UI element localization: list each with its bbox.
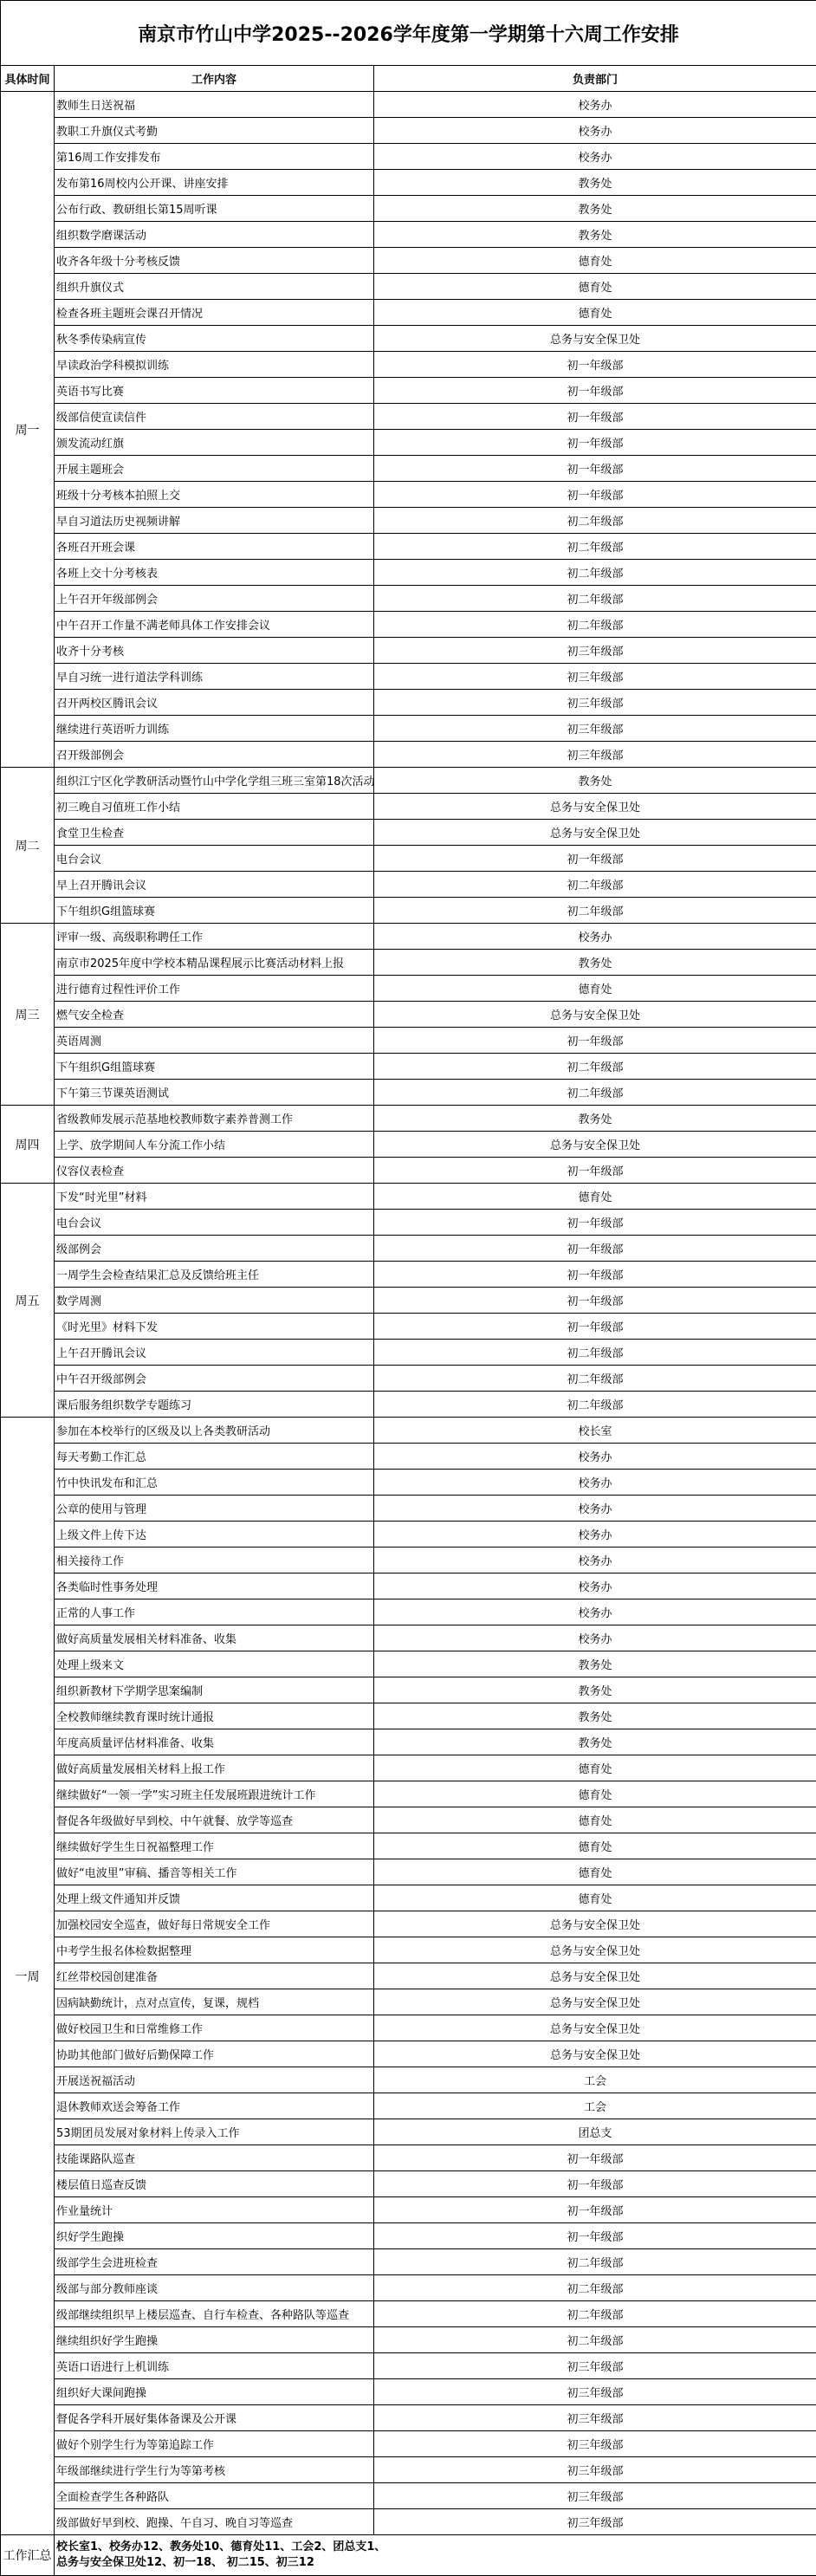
dept-cell: 工会 xyxy=(374,2067,816,2093)
task-cell: 竹中快讯发布和汇总 xyxy=(55,1470,374,1496)
task-cell: 协助其他部门做好后勤保障工作 xyxy=(55,2041,374,2067)
dept-cell: 初一年级部 xyxy=(374,482,816,508)
summary-line-2: 总务与安全保卫处12、初一18、 初二15、初三12 xyxy=(56,2555,816,2571)
task-cell: 年级部继续进行学生行为等第考核 xyxy=(55,2457,374,2483)
task-cell: 英语周测 xyxy=(55,1028,374,1054)
dept-cell: 初二年级部 xyxy=(374,586,816,612)
table-row xyxy=(1,820,816,846)
table-row xyxy=(1,1340,816,1366)
day-cell: 周三 xyxy=(1,924,55,1106)
task-cell: 做好校园卫生和日常维修工作 xyxy=(55,2015,374,2041)
table-row xyxy=(1,274,816,300)
dept-cell: 德育处 xyxy=(374,248,816,274)
header-content: 工作内容 xyxy=(55,66,374,92)
table-row xyxy=(1,898,816,924)
dept-cell: 德育处 xyxy=(374,1807,816,1833)
task-cell: 燃气安全检查 xyxy=(55,1002,374,1028)
dept-cell: 校务办 xyxy=(374,118,816,144)
dept-cell: 初二年级部 xyxy=(374,1392,816,1418)
dept-cell: 教务处 xyxy=(374,1703,816,1729)
table-row xyxy=(1,456,816,482)
task-cell: 因病缺勤统计，点对点宣传，复课，规档 xyxy=(55,1989,374,2015)
dept-cell: 初一年级部 xyxy=(374,1262,816,1288)
table-row xyxy=(1,690,816,716)
dept-cell: 初二年级部 xyxy=(374,1080,816,1106)
task-cell: 每天考勤工作汇总 xyxy=(55,1444,374,1470)
dept-cell: 初三年级部 xyxy=(374,2405,816,2431)
task-cell: 中午召开工作量不满老师具体工作安排会议 xyxy=(55,612,374,638)
table-row xyxy=(1,2093,816,2119)
dept-cell: 总务与安全保卫处 xyxy=(374,2015,816,2041)
dept-cell: 教务处 xyxy=(374,1729,816,1755)
task-cell: 开展送祝福活动 xyxy=(55,2067,374,2093)
task-cell: 上午召开腾讯会议 xyxy=(55,1340,374,1366)
table-row xyxy=(1,586,816,612)
table-row xyxy=(1,2457,816,2483)
task-cell: 英语口语进行上机训练 xyxy=(55,2353,374,2379)
table-row xyxy=(1,664,816,690)
title-row xyxy=(1,1,816,66)
table-row xyxy=(1,170,816,196)
task-cell: 继续进行英语听力训练 xyxy=(55,716,374,742)
table-row xyxy=(1,612,816,638)
task-cell: 《时光里》材料下发 xyxy=(55,1314,374,1340)
task-cell: 一周学生会检查结果汇总及反馈给班主任 xyxy=(55,1262,374,1288)
table-row xyxy=(1,1625,816,1651)
dept-cell: 初三年级部 xyxy=(374,2457,816,2483)
table-row xyxy=(1,508,816,534)
task-cell: 级部信使宣读信件 xyxy=(55,404,374,430)
task-cell: 督促各年级做好早到校、中午就餐、放学等巡查 xyxy=(55,1807,374,1833)
task-cell: 初三晚自习值班工作小结 xyxy=(55,794,374,820)
dept-cell: 校务办 xyxy=(374,92,816,118)
dept-cell: 初一年级部 xyxy=(374,1314,816,1340)
table-row xyxy=(1,976,816,1002)
task-cell: 做好高质量发展相关材料准备、收集 xyxy=(55,1625,374,1651)
dept-cell: 初三年级部 xyxy=(374,716,816,742)
table-row xyxy=(1,1651,816,1677)
day-cell: 周五 xyxy=(1,1184,55,1418)
task-cell: 技能课路队巡查 xyxy=(55,2145,374,2171)
dept-cell: 工会 xyxy=(374,2093,816,2119)
task-cell: 级部与部分教师座谈 xyxy=(55,2275,374,2301)
task-cell: 电台会议 xyxy=(55,846,374,872)
dept-cell: 初二年级部 xyxy=(374,872,816,898)
dept-cell: 初一年级部 xyxy=(374,352,816,378)
table-row xyxy=(1,2041,816,2067)
dept-cell: 校务办 xyxy=(374,144,816,170)
task-cell: 级部例会 xyxy=(55,1236,374,1262)
table-row xyxy=(1,1002,816,1028)
task-cell: 各类临时性事务处理 xyxy=(55,1574,374,1599)
dept-cell: 总务与安全保卫处 xyxy=(374,1963,816,1989)
table-row xyxy=(1,1314,816,1340)
task-cell: 做好个别学生行为等第追踪工作 xyxy=(55,2431,374,2457)
dept-cell: 初二年级部 xyxy=(374,2249,816,2275)
dept-cell: 初二年级部 xyxy=(374,2301,816,2327)
table-row xyxy=(1,1418,816,1444)
dept-cell: 教务处 xyxy=(374,1651,816,1677)
dept-cell: 团总支 xyxy=(374,2119,816,2145)
header-dept: 负责部门 xyxy=(374,66,816,92)
task-cell: 退休教师欢送会筹备工作 xyxy=(55,2093,374,2119)
task-cell: 正常的人事工作 xyxy=(55,1599,374,1625)
task-cell: 各班召开班会课 xyxy=(55,534,374,560)
dept-cell: 教务处 xyxy=(374,196,816,222)
dept-cell: 教务处 xyxy=(374,222,816,248)
dept-cell: 初一年级部 xyxy=(374,378,816,404)
task-cell: 参加在本校举行的区级及以上各类教研活动 xyxy=(55,1418,374,1444)
table-row xyxy=(1,300,816,326)
table-row xyxy=(1,2145,816,2171)
task-cell: 评审一级、高级职称聘任工作 xyxy=(55,924,374,950)
dept-cell: 校务办 xyxy=(374,1574,816,1599)
dept-cell: 初一年级部 xyxy=(374,2171,816,2197)
table-row xyxy=(1,2223,816,2249)
day-cell: 周一 xyxy=(1,92,55,768)
table-row xyxy=(1,118,816,144)
task-cell: 下午第三节课英语测试 xyxy=(55,1080,374,1106)
task-cell: 继续组织好学生跑操 xyxy=(55,2327,374,2353)
table-row xyxy=(1,2119,816,2145)
task-cell: 下发“时光里”材料 xyxy=(55,1184,374,1210)
task-cell: 督促各学科开展好集体备课及公开课 xyxy=(55,2405,374,2431)
table-row xyxy=(1,1106,816,1132)
task-cell: 收齐各年级十分考核反馈 xyxy=(55,248,374,274)
task-cell: 下午组织G组篮球赛 xyxy=(55,898,374,924)
dept-cell: 德育处 xyxy=(374,976,816,1002)
table-row xyxy=(1,1158,816,1184)
dept-cell: 总务与安全保卫处 xyxy=(374,1132,816,1158)
dept-cell: 初三年级部 xyxy=(374,664,816,690)
day-cell: 周二 xyxy=(1,768,55,924)
dept-cell: 初一年级部 xyxy=(374,2145,816,2171)
task-cell: 全面检查学生各种路队 xyxy=(55,2483,374,2509)
dept-cell: 初二年级部 xyxy=(374,1340,816,1366)
day-cell: 周四 xyxy=(1,1106,55,1184)
table-row xyxy=(1,1781,816,1807)
table-row xyxy=(1,2483,816,2509)
table-row xyxy=(1,1028,816,1054)
dept-cell: 德育处 xyxy=(374,300,816,326)
task-cell: 组织数学磨课活动 xyxy=(55,222,374,248)
dept-cell: 德育处 xyxy=(374,274,816,300)
task-cell: 召开级部例会 xyxy=(55,742,374,768)
header-time: 具体时间 xyxy=(1,66,55,92)
dept-cell: 校务办 xyxy=(374,1548,816,1574)
task-cell: 相关接待工作 xyxy=(55,1548,374,1574)
dept-cell: 初三年级部 xyxy=(374,2509,816,2535)
summary-text xyxy=(55,2535,816,2576)
table-row xyxy=(1,1366,816,1392)
dept-cell: 初二年级部 xyxy=(374,612,816,638)
task-cell: 教师生日送祝福 xyxy=(55,92,374,118)
table-row xyxy=(1,482,816,508)
table-row xyxy=(1,950,816,976)
dept-cell: 校务办 xyxy=(374,1599,816,1625)
dept-cell: 初三年级部 xyxy=(374,2353,816,2379)
dept-cell: 德育处 xyxy=(374,1781,816,1807)
task-cell: 组织升旗仪式 xyxy=(55,274,374,300)
table-row xyxy=(1,1262,816,1288)
task-cell: 组织江宁区化学教研活动暨竹山中学化学组三班三室第18次活动 xyxy=(55,768,374,794)
dept-cell: 总务与安全保卫处 xyxy=(374,820,816,846)
task-cell: 第16周工作安排发布 xyxy=(55,144,374,170)
page-title: 南京市竹山中学2025--2026学年度第一学期第十六周工作安排 xyxy=(1,1,816,66)
table-row xyxy=(1,924,816,950)
dept-cell: 教务处 xyxy=(374,170,816,196)
table-row xyxy=(1,222,816,248)
table-row xyxy=(1,196,816,222)
table-row xyxy=(1,2015,816,2041)
table-row xyxy=(1,1236,816,1262)
table-row xyxy=(1,2405,816,2431)
dept-cell: 校务办 xyxy=(374,1444,816,1470)
task-cell: 检查各班主题班会课召开情况 xyxy=(55,300,374,326)
dept-cell: 总务与安全保卫处 xyxy=(374,794,816,820)
task-cell: 进行德育过程性评价工作 xyxy=(55,976,374,1002)
task-cell: 早读政治学科模拟训练 xyxy=(55,352,374,378)
dept-cell: 初二年级部 xyxy=(374,898,816,924)
table-row xyxy=(1,1677,816,1703)
table-row xyxy=(1,1599,816,1625)
task-cell: 收齐十分考核 xyxy=(55,638,374,664)
dept-cell: 初二年级部 xyxy=(374,2327,816,2353)
dept-cell: 德育处 xyxy=(374,1859,816,1885)
table-row xyxy=(1,2353,816,2379)
dept-cell: 初一年级部 xyxy=(374,2223,816,2249)
dept-cell: 德育处 xyxy=(374,1755,816,1781)
dept-cell: 初二年级部 xyxy=(374,508,816,534)
task-cell: 中考学生报名体检数据整理 xyxy=(55,1937,374,1963)
table-row xyxy=(1,1859,816,1885)
task-cell: 下午组织G组篮球赛 xyxy=(55,1054,374,1080)
dept-cell: 初一年级部 xyxy=(374,456,816,482)
table-row xyxy=(1,1210,816,1236)
table-row xyxy=(1,2067,816,2093)
dept-cell: 校长室 xyxy=(374,1418,816,1444)
task-cell: 食堂卫生检查 xyxy=(55,820,374,846)
table-row xyxy=(1,1288,816,1314)
task-cell: 级部做好早到校、跑操、午自习、晚自习等巡查 xyxy=(55,2509,374,2535)
task-cell: 处理上级来文 xyxy=(55,1651,374,1677)
dept-cell: 初一年级部 xyxy=(374,430,816,456)
dept-cell: 教务处 xyxy=(374,950,816,976)
dept-cell: 总务与安全保卫处 xyxy=(374,1989,816,2015)
summary-line-1: 校长室1、校务办12、教务处10、德育处11、工会2、团总支1、 xyxy=(56,2540,816,2555)
task-cell: 上学、放学期间人车分流工作小结 xyxy=(55,1132,374,1158)
dept-cell: 初一年级部 xyxy=(374,2197,816,2223)
header-row xyxy=(1,66,816,92)
task-cell: 级部学生会进班检查 xyxy=(55,2249,374,2275)
table-row xyxy=(1,2275,816,2301)
task-cell: 楼层值日巡查反馈 xyxy=(55,2171,374,2197)
dept-cell: 初二年级部 xyxy=(374,2275,816,2301)
dept-cell: 校务办 xyxy=(374,1625,816,1651)
task-cell: 省级教师发展示范基地校教师数字素养普测工作 xyxy=(55,1106,374,1132)
task-cell: 公布行政、教研组长第15周听课 xyxy=(55,196,374,222)
task-cell: 级部继续组织早上楼层巡查、自行车检查、各种路队等巡查 xyxy=(55,2301,374,2327)
table-row xyxy=(1,1574,816,1599)
dept-cell: 教务处 xyxy=(374,768,816,794)
table-row xyxy=(1,1703,816,1729)
task-cell: 全校教师继续教育课时统计通报 xyxy=(55,1703,374,1729)
table-row xyxy=(1,872,816,898)
table-row xyxy=(1,1470,816,1496)
task-cell: 秋冬季传染病宣传 xyxy=(55,326,374,352)
table-row xyxy=(1,248,816,274)
task-cell: 组织新教材下学期学思案编制 xyxy=(55,1677,374,1703)
task-cell: 处理上级文件通知并反馈 xyxy=(55,1885,374,1911)
table-row xyxy=(1,846,816,872)
dept-cell: 教务处 xyxy=(374,1677,816,1703)
dept-cell: 校务办 xyxy=(374,1496,816,1522)
task-cell: 继续做好学生生日祝福整理工作 xyxy=(55,1833,374,1859)
table-row xyxy=(1,1080,816,1106)
table-row xyxy=(1,1184,816,1210)
dept-cell: 初二年级部 xyxy=(374,1366,816,1392)
table-row xyxy=(1,1755,816,1781)
task-cell: 做好高质量发展相关材料上报工作 xyxy=(55,1755,374,1781)
table-row xyxy=(1,2327,816,2353)
dept-cell: 初二年级部 xyxy=(374,1054,816,1080)
task-cell: 公章的使用与管理 xyxy=(55,1496,374,1522)
task-cell: 做好“电波里”审稿、播音等相关工作 xyxy=(55,1859,374,1885)
task-cell: 作业量统计 xyxy=(55,2197,374,2223)
task-cell: 开展主题班会 xyxy=(55,456,374,482)
task-cell: 仪容仪表检查 xyxy=(55,1158,374,1184)
table-row xyxy=(1,352,816,378)
table-row xyxy=(1,1548,816,1574)
dept-cell: 初三年级部 xyxy=(374,2431,816,2457)
table-row xyxy=(1,326,816,352)
dept-cell: 初一年级部 xyxy=(374,846,816,872)
table-row xyxy=(1,378,816,404)
task-cell: 各班上交十分考核表 xyxy=(55,560,374,586)
dept-cell: 总务与安全保卫处 xyxy=(374,2041,816,2067)
table-row xyxy=(1,1054,816,1080)
summary-label: 工作汇总 xyxy=(1,2535,55,2576)
task-cell: 课后服务组织数学专题练习 xyxy=(55,1392,374,1418)
table-row xyxy=(1,1989,816,2015)
task-cell: 英语书写比赛 xyxy=(55,378,374,404)
task-cell: 早自习道法历史视频讲解 xyxy=(55,508,374,534)
table-row xyxy=(1,2301,816,2327)
task-cell: 红丝带校园创建准备 xyxy=(55,1963,374,1989)
dept-cell: 德育处 xyxy=(374,1184,816,1210)
task-cell: 教职工升旗仪式考勤 xyxy=(55,118,374,144)
table-row xyxy=(1,638,816,664)
table-row xyxy=(1,430,816,456)
dept-cell: 初一年级部 xyxy=(374,404,816,430)
dept-cell: 初一年级部 xyxy=(374,1210,816,1236)
dept-cell: 初一年级部 xyxy=(374,1028,816,1054)
task-cell: 早自习统一进行道法学科训练 xyxy=(55,664,374,690)
table-row xyxy=(1,534,816,560)
dept-cell: 初三年级部 xyxy=(374,638,816,664)
table-row xyxy=(1,404,816,430)
dept-cell: 校务办 xyxy=(374,1470,816,1496)
day-cell: 一周 xyxy=(1,1418,55,2535)
table-row xyxy=(1,92,816,118)
task-cell: 早上召开腾讯会议 xyxy=(55,872,374,898)
table-row xyxy=(1,1496,816,1522)
task-cell: 织好学生跑操 xyxy=(55,2223,374,2249)
dept-cell: 总务与安全保卫处 xyxy=(374,1911,816,1937)
task-cell: 53期团员发展对象材料上传录入工作 xyxy=(55,2119,374,2145)
table-row xyxy=(1,2509,816,2535)
task-cell: 继续做好“一领一学”实习班主任发展班跟进统计工作 xyxy=(55,1781,374,1807)
table-row xyxy=(1,1833,816,1859)
table-row xyxy=(1,2379,816,2405)
dept-cell: 初一年级部 xyxy=(374,1288,816,1314)
table-row xyxy=(1,560,816,586)
table-row xyxy=(1,1522,816,1548)
task-cell: 颁发流动红旗 xyxy=(55,430,374,456)
dept-cell: 德育处 xyxy=(374,1833,816,1859)
table-row xyxy=(1,1911,816,1937)
table-row xyxy=(1,2431,816,2457)
table-row xyxy=(1,1885,816,1911)
table-row xyxy=(1,1444,816,1470)
dept-cell: 总务与安全保卫处 xyxy=(374,326,816,352)
task-cell: 班级十分考核本拍照上交 xyxy=(55,482,374,508)
table-row xyxy=(1,144,816,170)
table-row xyxy=(1,1132,816,1158)
task-cell: 中午召开级部例会 xyxy=(55,1366,374,1392)
task-cell: 上级文件上传下达 xyxy=(55,1522,374,1548)
table-row xyxy=(1,2249,816,2275)
dept-cell: 校务办 xyxy=(374,924,816,950)
table-row xyxy=(1,2171,816,2197)
dept-cell: 总务与安全保卫处 xyxy=(374,1002,816,1028)
dept-cell: 教务处 xyxy=(374,1106,816,1132)
table-row xyxy=(1,2197,816,2223)
task-cell: 电台会议 xyxy=(55,1210,374,1236)
table-row xyxy=(1,1729,816,1755)
table-row xyxy=(1,716,816,742)
dept-cell: 德育处 xyxy=(374,1885,816,1911)
summary-row xyxy=(1,2535,816,2576)
dept-cell: 校务办 xyxy=(374,1522,816,1548)
table-row xyxy=(1,742,816,768)
task-cell: 发布第16周校内公开课、讲座安排 xyxy=(55,170,374,196)
dept-cell: 初三年级部 xyxy=(374,2483,816,2509)
task-cell: 组织好大课间跑操 xyxy=(55,2379,374,2405)
dept-cell: 初三年级部 xyxy=(374,742,816,768)
task-cell: 上午召开年级部例会 xyxy=(55,586,374,612)
task-cell: 加强校园安全巡查，做好每日常规安全工作 xyxy=(55,1911,374,1937)
dept-cell: 初一年级部 xyxy=(374,1236,816,1262)
task-cell: 年度高质量评估材料准备、收集 xyxy=(55,1729,374,1755)
dept-cell: 初一年级部 xyxy=(374,1158,816,1184)
dept-cell: 初三年级部 xyxy=(374,2379,816,2405)
task-cell: 召开两校区腾讯会议 xyxy=(55,690,374,716)
table-row xyxy=(1,1937,816,1963)
task-cell: 南京市2025年度中学校本精品课程展示比赛活动材料上报 xyxy=(55,950,374,976)
dept-cell: 初三年级部 xyxy=(374,690,816,716)
task-cell: 数学周测 xyxy=(55,1288,374,1314)
table-row xyxy=(1,768,816,794)
dept-cell: 总务与安全保卫处 xyxy=(374,1937,816,1963)
table-row xyxy=(1,1392,816,1418)
table-row xyxy=(1,1807,816,1833)
dept-cell: 初二年级部 xyxy=(374,534,816,560)
dept-cell: 初二年级部 xyxy=(374,560,816,586)
table-row xyxy=(1,794,816,820)
table-row xyxy=(1,1963,816,1989)
